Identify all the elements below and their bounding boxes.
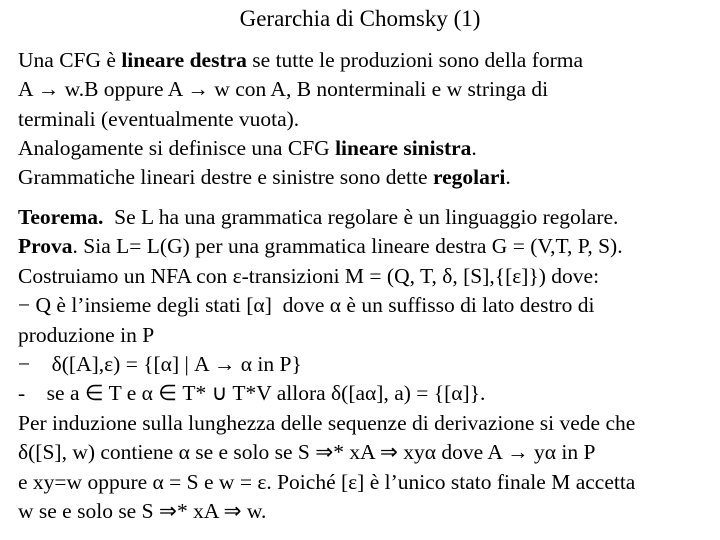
text-segment: − Q è l’insieme degli stati [α] dove α è un suffisso di lato destro di (18, 293, 595, 318)
bold-text: lineare destra (121, 48, 247, 72)
text-line (18, 75, 583, 104)
bold-text: lineare sinistra (335, 135, 472, 160)
text-segment: . (505, 165, 511, 190)
bold-text: Prova (18, 234, 73, 259)
text-line (18, 379, 635, 408)
text-segment: Grammatiche lineari destre e sinistre sono dette (18, 165, 433, 190)
text-segment: Costruiamo un NFA con ε-transizioni M = (Q, T, δ, [S],{[ε]}) dove: (18, 263, 600, 288)
text-segment: A → w.B oppure A → w con A, B nonterminali e w stringa di (18, 77, 549, 102)
theorem-paragraph (18, 203, 635, 526)
text-segment: Una CFG è (18, 48, 122, 72)
text-segment: - se a ∈ T e α ∈ T* ∪ T*V allora δ([aα], a) = {[α]}. (18, 381, 486, 406)
text-line (18, 163, 583, 192)
text-segment: terminali (eventualmente vuota). (18, 106, 300, 131)
text-line (18, 105, 583, 134)
text-line (18, 497, 635, 526)
definition-paragraph (18, 46, 583, 192)
text-line (18, 46, 583, 75)
text-segment: produzione in P (18, 322, 155, 347)
text-segment: se tutte le produzioni sono della forma (246, 48, 584, 72)
text-line (18, 203, 635, 232)
text-segment: . Sia L= L(G) per una grammatica lineare destra G = (V,T, P, S). (72, 234, 623, 259)
text-segment: Per induzione sulla lunghezza delle sequenze di derivazione si vede che (18, 410, 636, 435)
text-segment: Se L ha una grammatica regolare è un linguaggio regolare. (103, 205, 619, 229)
bold-text: Teorema. (18, 205, 104, 229)
text-segment: Analogamente si definisce una CFG (18, 135, 336, 160)
text-line (18, 291, 635, 320)
text-segment: . (471, 135, 477, 160)
text-line (18, 134, 583, 163)
text-line (18, 409, 635, 438)
text-line (18, 350, 635, 379)
text-line (18, 262, 635, 291)
text-line (18, 438, 635, 467)
text-segment: − δ([A],ε) = {[α] | A → α in P} (18, 352, 302, 377)
text-segment: w se e solo se S ⇒* xA ⇒ w. (18, 499, 267, 524)
bold-text: regolari (432, 165, 506, 190)
text-line (18, 321, 635, 350)
slide-title: Gerarchia di Chomsky (1) (239, 6, 481, 31)
text-line (18, 468, 635, 497)
text-line (18, 232, 635, 261)
text-segment: δ([S], w) contiene α se e solo se S ⇒* xA ⇒ xyα dove A → yα in P (18, 440, 596, 465)
text-segment: e xy=w oppure α = S e w = ε. Poiché [ε] è l’unico stato finale M accetta (18, 469, 636, 494)
